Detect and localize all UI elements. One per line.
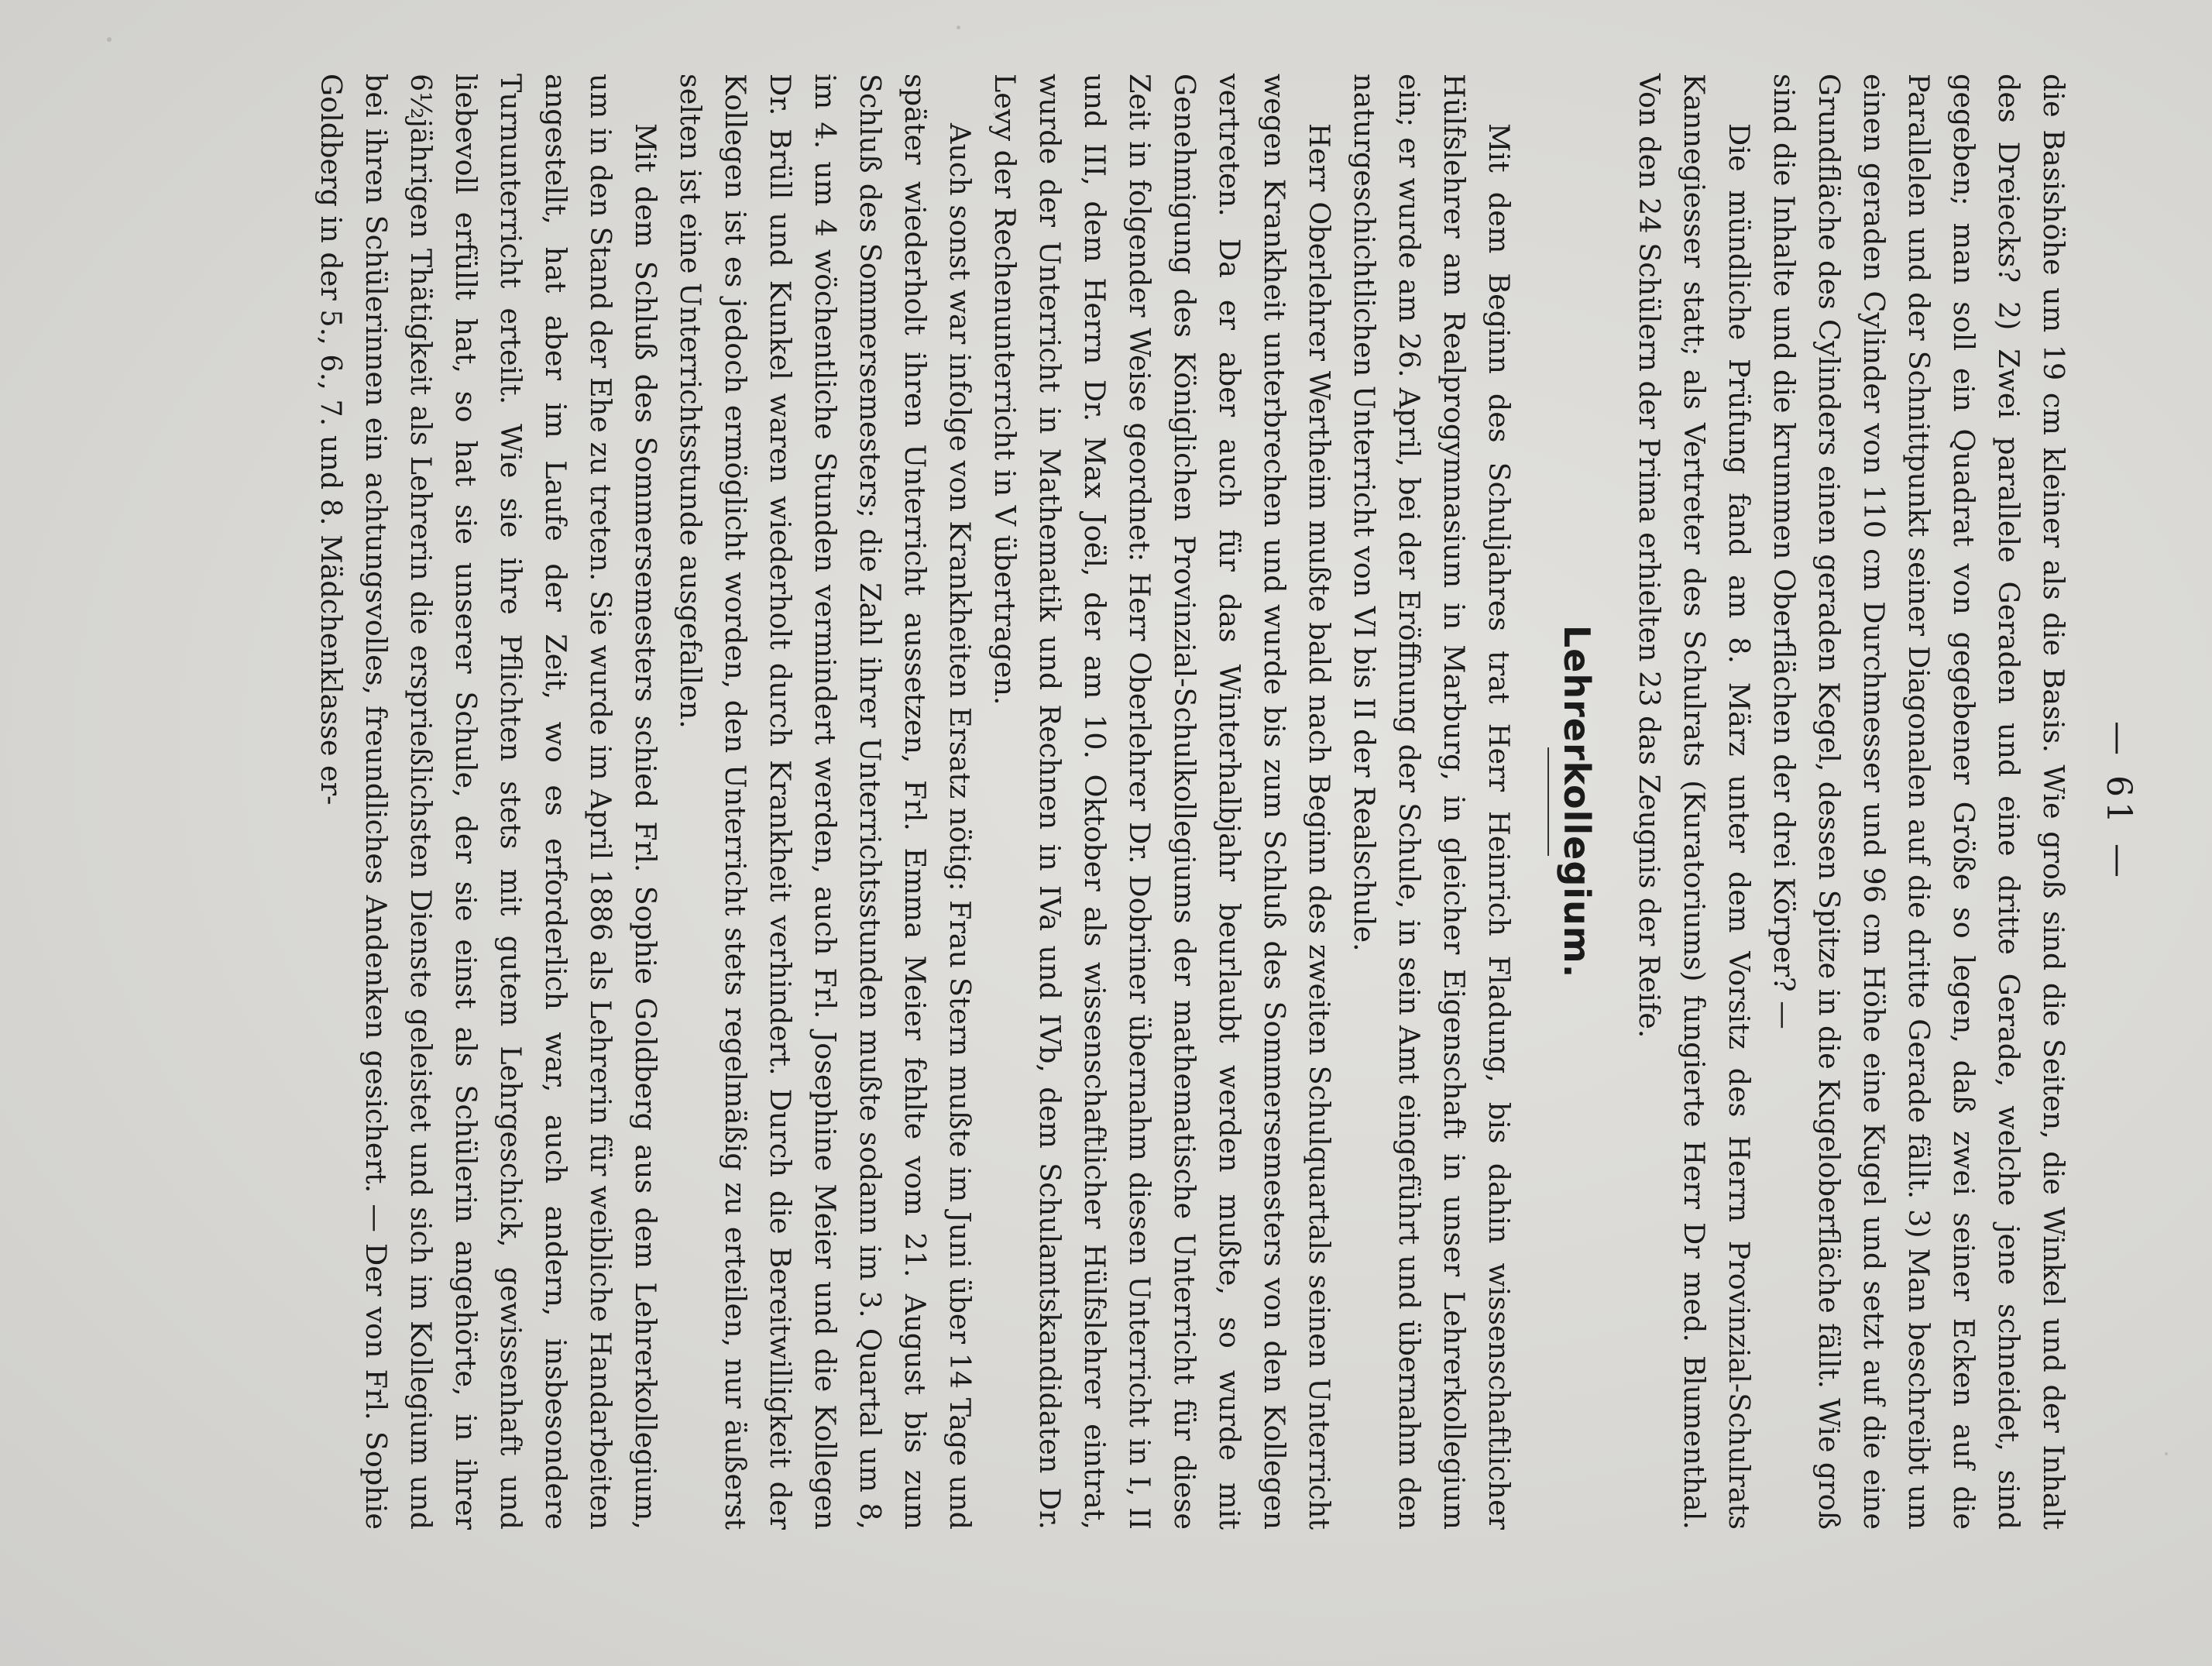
body-text [308, 74, 2076, 1530]
paragraph-new-teacher: Mit dem Beginn des Schuljahres trat Herr Heinrich Fladung, bis dahin wissenschaftlicher Hülfslehrer am Realprogymnasium in Marburg, in gleicher Eigenschaft in unser Lehrerkollegium ein; er wurde am 26. April, bei der Eröffnung der Schule, in sein Amt eingeführt und übernahm den naturgeschichtlichen Unterricht von VI bis II der Realschule. [1348, 74, 1516, 1530]
paragraph-oral-exam: Die mündliche Prüfung fand am 8. März unter dem Vorsitz des Herrn Provinzial-Schulrats Kannegiesser statt; als Vertreter des Schulrats (Kuratoriums) fungierte Herr Dr med. Blumenthal. Von den 24 Schülern der Prima erhielten 23 das Zeugnis der Reife. [1633, 74, 1756, 1530]
dust-speck [957, 26, 960, 29]
paragraph-illness: Auch sonst war infolge von Krankheiten Ersatz nötig: Frau Stern mußte im Juni über 14 Tage und später wiederholt ihren Unterricht aussetzen, Frl. Emma Meier fehlte vom 21. August bis zum Schluß des Sommersemesters; die Zahl ihrer Unterrichtsstunden mußte sodann im 3. Quartal um 8, im 4. um 4 wöchentliche Stunden vermindert werden, auch Frl. Josephine Meier und die Kollegen Dr. Brüll und Kunkel waren wiederholt durch Krankheit verhindert. Durch die Bereitwilligkeit der Kollegen ist es jedoch ermöglicht worden, den Unterricht stets regelmäßig zu erteilen, nur äußerst selten ist eine Unterrichtsstunde ausgefallen. [674, 74, 977, 1530]
section-heading: Lehrerkollegium. [1556, 624, 1598, 979]
heading-rule [1547, 747, 1549, 856]
paragraph-substitution: Herr Oberlehrer Wertheim mußte bald nach Beginn des zweiten Schulquartals seinen Unterricht wegen Krankheit unterbrechen und wurde bis zum Schluß des Sommersemesters von den Kollegen vertreten. Da er aber auch für das Winterhalbjahr beurlaubt werden mußte, so wurde mit Genehmigung des Königlichen Provinzial-Schulkollegiums der mathematische Unterricht für diese Zeit in folgender Weise geordnet: Herr Oberlehrer Dr. Dobriner übernahm diesen Unterricht in I, II und III, dem Herrn Dr. Max Joël, der am 10. Oktober als wissenschaftlicher Hülfslehrer eintrat, wurde der Unterricht in Mathematik und Rechnen in IVa und IVb, dem Schulamtskandidaten Dr. Levy der Rechenunterricht in V übertragen. [988, 74, 1336, 1530]
page-number: — 61 — [2099, 721, 2138, 882]
paragraph-exam-tasks: die Basishöhe um 19 cm kleiner als die Basis. Wie groß sind die Seiten, die Winkel und der Inhalt des Dreiecks? 2) Zwei parallele Geraden und eine dritte Gerade, welche jene schneidet, sind gegeben; man soll ein Quadrat von gegebener Größe so legen, daß zwei seiner Ecken auf die Parallelen und der Schnittpunkt seiner Diagonalen auf die dritte Gerade fällt. 3) Man beschreibt um einen geraden Cylinder von 110 cm Durchmesser und 96 cm Höhe eine Kugel und setzt auf die eine Grundfläche des Cylinders einen geraden Kegel, dessen Spitze in die Kugeloberfläche fällt. Wie groß sind die Inhalte und die krummen Oberflächen der drei Körper? — [1767, 74, 2070, 1530]
paragraph-departure: Mit dem Schluß des Sommersemesters schied Frl. Sophie Goldberg aus dem Lehrerkollegium, um in den Stand der Ehe zu treten. Sie wurde im April 1886 als Lehrerin für weibliche Handarbeiten angestellt, hat aber im Laufe der Zeit, wo es erforderlich war, auch andern, insbesondere Turnunterricht erteilt. Wie sie ihre Pflichten stets mit gutem Lehrgeschick, gewissenhaft und liebevoll erfüllt hat, so hat sie unserer Schule, der sie einst als Schülerin angehörte, in ihrer 6½jährigen Thätigkeit als Lehrerin die ersprießlichsten Dienste geleistet und sich im Kollegium und bei ihren Schülerinnen ein achtungsvolles, freundliches Andenken gesichert. — Der von Frl. Sophie Goldberg in der 5., 6., 7. und 8. Mädchenklasse er- [314, 74, 662, 1530]
dust-speck [2165, 1452, 2168, 1455]
rotated-document-page [209, 74, 2145, 1530]
dust-speck [107, 37, 112, 42]
